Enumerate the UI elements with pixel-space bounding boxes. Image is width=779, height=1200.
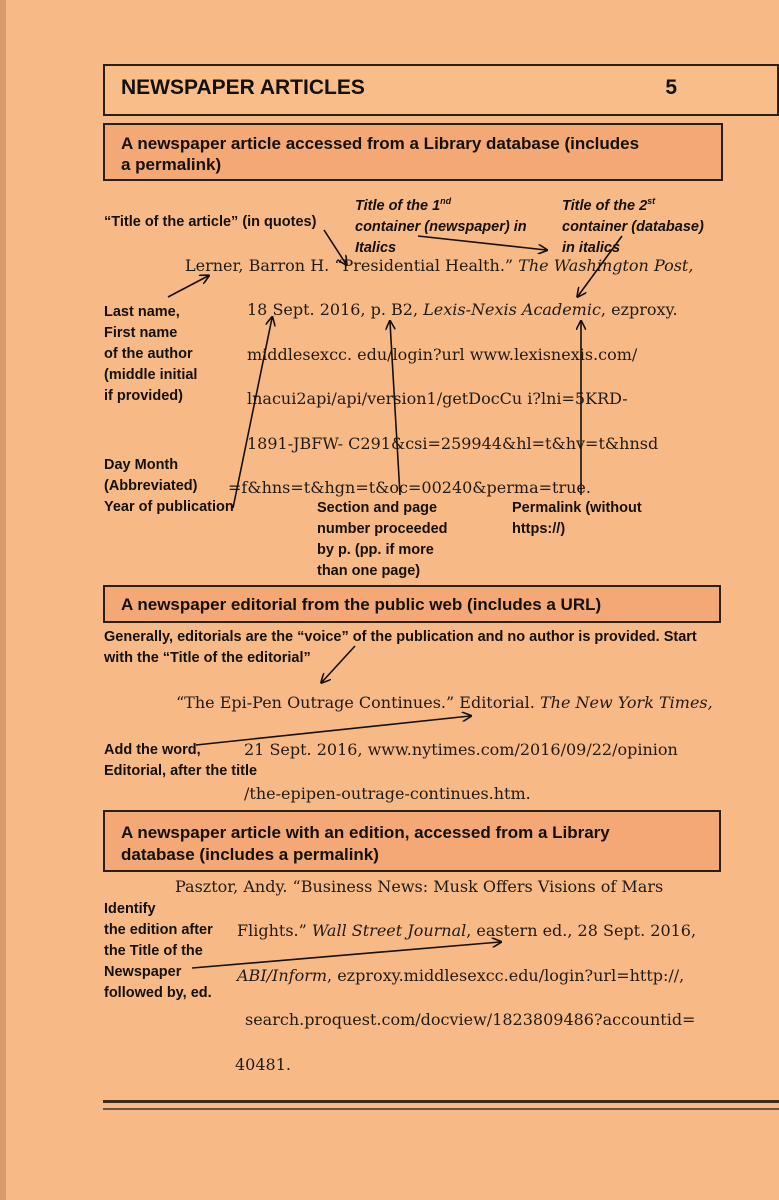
section1-title-line1: A newspaper article accessed from a Library database (includes [121, 134, 640, 153]
label-container1: Title of the 1nd container (newspaper) in Italics [355, 196, 527, 256]
arrow-editorial-word [196, 716, 470, 745]
label-container2: Title of the 2st container (database) in italics [562, 196, 704, 256]
label-date: Day Month (Abbreviated) Year of publication [104, 457, 234, 515]
arrow-author-to-lerner [168, 276, 208, 297]
page-title: NEWSPAPER ARTICLES [121, 76, 365, 99]
arrow-section-to-page [390, 322, 400, 495]
section1-title-line2: a permalink) [121, 155, 222, 174]
citation3-line1: Pasztor, Andy. “Business News: Musk Offers Visions of Mars [175, 877, 664, 896]
arrow-note-to-editorial-title [322, 646, 355, 682]
arrow-container2-to-academic [578, 236, 622, 296]
arrow-edition [192, 942, 500, 968]
label-permalink: Permalink (without https://) [512, 500, 642, 537]
citation3-line2: Flights.” Wall Street Journal, eastern ed., 28 Sept. 2016, [237, 921, 697, 940]
citation1-line1: Lerner, Barron H. “Presidential Health.” The Washington Post, [185, 256, 694, 275]
arrow-container1-to-post [418, 236, 546, 250]
arrow-date-to-sept [233, 318, 272, 508]
arrow-title-to-quote [324, 230, 346, 264]
citation3-line5: 40481. [235, 1055, 291, 1074]
label-edition: Identify the edition after the Title of the Newspaper followed by, ed. [104, 901, 213, 1001]
citation2-line1: “The Epi-Pen Outrage Continues.” Editorial. The New York Times, [176, 693, 713, 712]
citation1-line5: 1891-JBFW- C291&csi=259944&hl=t&hv=t&hnsd [247, 434, 659, 453]
section3-title-line1: A newspaper article with an edition, accessed from a Library [121, 823, 610, 842]
label-section-page: Section and page number proceeded by p. (pp. if more than one page) [317, 500, 448, 579]
page-number: 5 [665, 76, 677, 99]
citation3-line4: search.proquest.com/docview/1823809486?accountid= [245, 1010, 696, 1029]
label-title-of-article: “Title of the article” (in quotes) [104, 214, 317, 230]
citation1-line3: middlesexcc. edu/login?url www.lexisnexis.com/ [247, 345, 638, 364]
section3-title-line2: database (includes a permalink) [121, 845, 379, 864]
citation1-line6: =f&hns=t&hgn=t&oc=00240&perma=true. [228, 478, 591, 497]
citation1-line2: 18 Sept. 2016, p. B2, Lexis-Nexis Academic, ezproxy. [247, 300, 678, 319]
citation2-line2: 21 Sept. 2016, www.nytimes.com/2016/09/22/opinion [244, 740, 678, 759]
section2-note: Generally, editorials are the “voice” of the publication and no author is provided. Start with the “Title of the editorial” [104, 629, 697, 666]
label-editorial: Add the word, Editorial, after the title [104, 742, 258, 779]
citation3-line3: ABI/Inform, ezproxy.middlesexcc.edu/login?url=http://, [237, 966, 685, 985]
section2-title: A newspaper editorial from the public web (includes a URL) [121, 595, 602, 614]
citation2-line3: /the-epipen-outrage-continues.htm. [244, 784, 531, 803]
citation1-line4: lnacui2api/api/version1/getDocCu i?lni=5KRD- [247, 389, 628, 408]
label-author: Last name, First name of the author (middle initial if provided) [104, 304, 198, 404]
